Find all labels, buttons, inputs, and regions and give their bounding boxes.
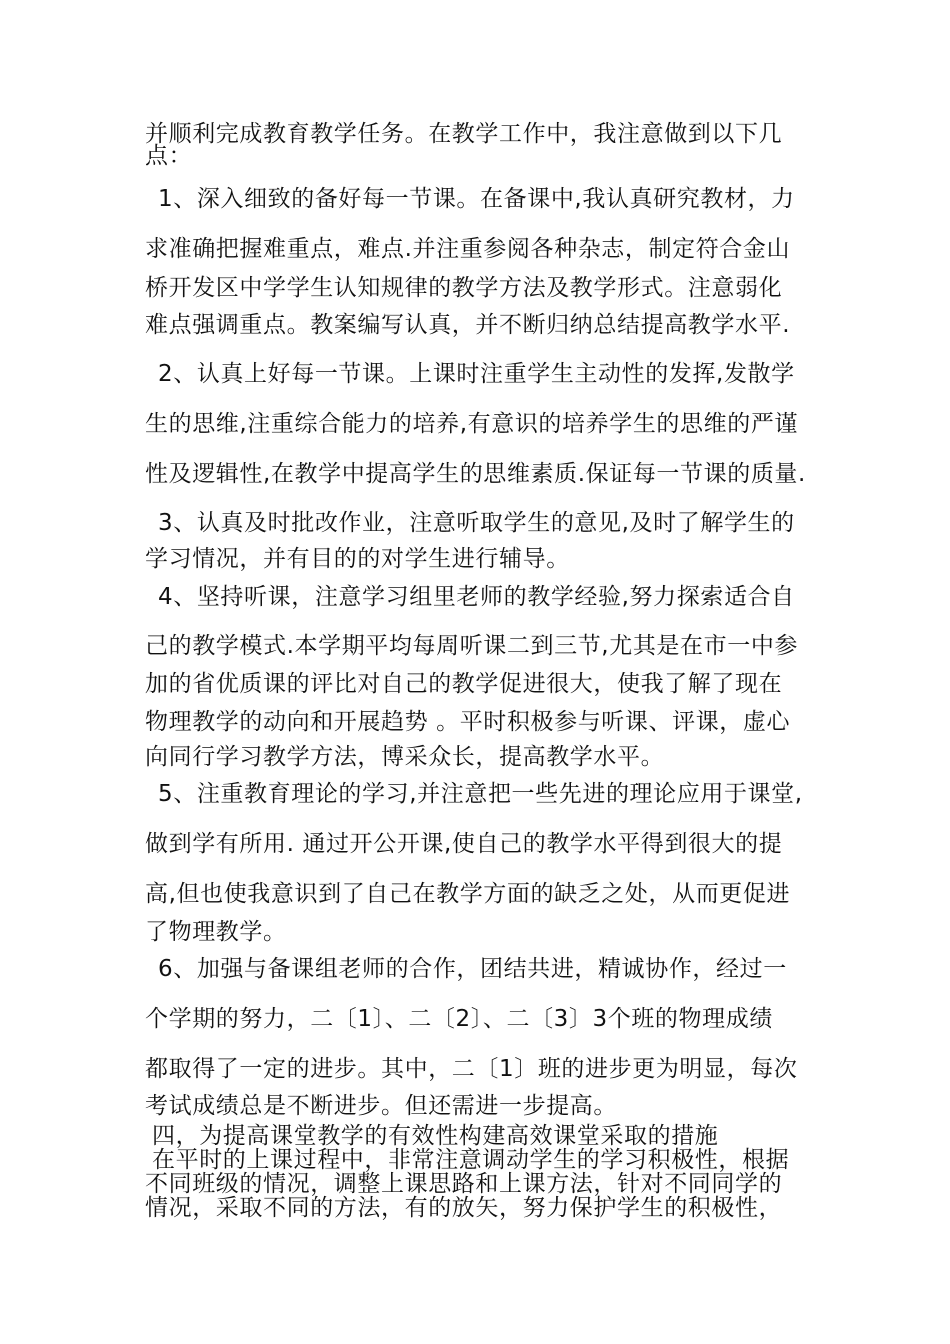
text-line: 物理教学的动向和开展趋势 。平时积极参与听课、评课，虚心 [145,709,791,735]
text-line: 情况，采取不同的方法，有的放矢，努力保护学生的积极性， [145,1195,783,1221]
section-heading: 四，为提高课堂教学的有效性构建高效课堂采取的措施 [152,1123,719,1149]
text-line: 5、注重教育理论的学习,并注意把一些先进的理论应用于课堂, [158,781,803,807]
text-line: 向同行学习教学方法，博采众长，提高教学水平。 [145,744,665,770]
text-line: 加的省优质课的评比对自己的教学促进很大，使我了解了现在 [145,671,783,697]
text-line: 在平时的上课过程中，非常注意调动学生的学习积极性，根据 [152,1147,790,1173]
text-line: 都取得了一定的进步。其中，二〔1〕班的进步更为明显，每次 [145,1056,798,1082]
text-line: 3、认真及时批改作业，注意听取学生的意见,及时了解学生的 [158,510,795,536]
text-line: 高,但也使我意识到了自己在教学方面的缺乏之处，从而更促进 [145,881,791,907]
text-line: 6、加强与备课组老师的合作，团结共进，精诚协作，经过一 [158,956,787,982]
text-line: 考试成绩总是不断进步。但还需进一步提高。 [145,1093,617,1119]
text-line: 难点强调重点。教案编写认真，并不断归纳总结提高教学水平. [145,312,791,338]
text-line: 求准确把握难重点，难点.并注重参阅各种杂志，制定符合金山 [145,236,791,262]
text-line: 点： [145,143,193,169]
text-line: 不同班级的情况，调整上课思路和上课方法，针对不同同学的 [145,1171,783,1197]
text-line: 做到学有所用. 通过开公开课,使自己的教学水平得到很大的提 [145,831,783,857]
text-line: 生的思维,注重综合能力的培养,有意识的培养学生的思维的严谨 [145,411,799,437]
text-line: 并顺利完成教育教学任务。在教学工作中，我注意做到以下几 [145,121,783,147]
text-line: 性及逻辑性,在教学中提高学生的思维素质.保证每一节课的质量. [145,461,806,487]
text-line: 桥开发区中学学生认知规律的教学方法及教学形式。注意弱化 [145,275,783,301]
text-line: 学习情况，并有目的的对学生进行辅导。 [145,546,570,572]
text-line: 个学期的努力，二〔1〕、二〔2〕、二〔3〕3个班的物理成绩 [145,1006,773,1032]
text-line: 己的教学模式.本学期平均每周听课二到三节,尤其是在市一中参 [145,633,799,659]
text-line: 4、坚持听课，注意学习组里老师的教学经验,努力探索适合自 [158,584,795,610]
text-line: 了物理教学。 [145,919,287,945]
text-line: 1、深入细致的备好每一节课。在备课中,我认真研究教材，力 [158,186,795,212]
text-line: 2、认真上好每一节课。上课时注重学生主动性的发挥,发散学 [158,361,795,387]
